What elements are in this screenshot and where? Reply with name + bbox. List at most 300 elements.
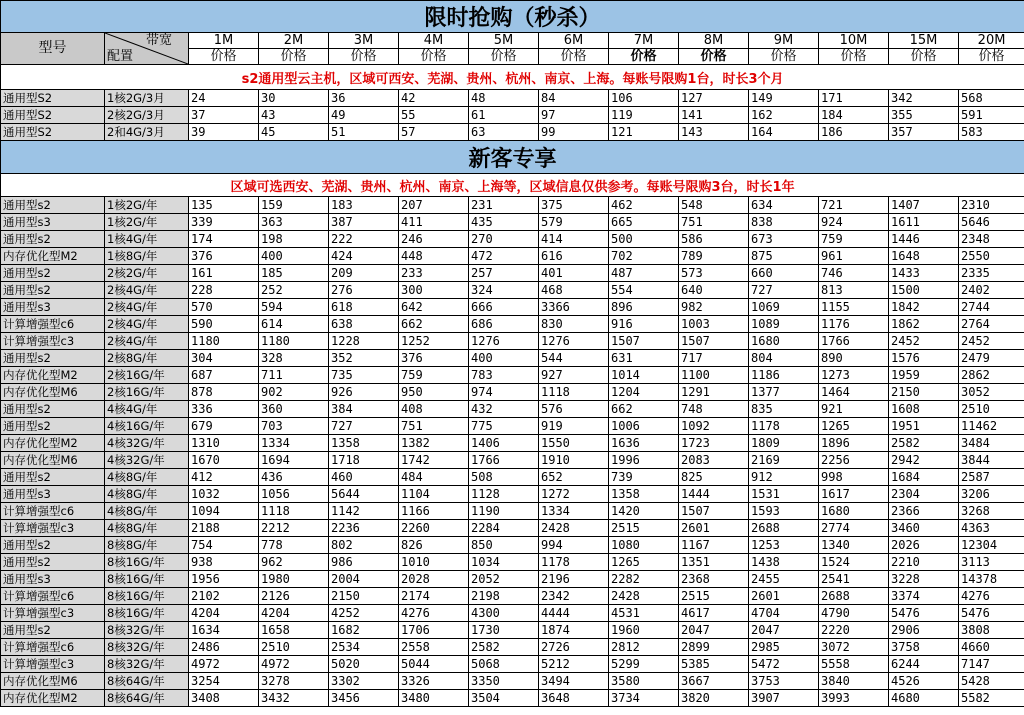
new-customer-notice: 区域可选西安、芜湖、贵州、杭州、南京、上海等，区域信息仅供参考。每账号限购3台，时长1年 — [1, 174, 1024, 197]
price-cell: 186 — [819, 124, 889, 141]
bandwidth-header: 10M — [819, 33, 889, 49]
price-cell: 727 — [749, 282, 819, 299]
price-cell: 159 — [259, 197, 329, 214]
price-cell: 4444 — [539, 605, 609, 622]
price-cell: 1956 — [189, 571, 259, 588]
model-cell: 通用型s2 — [1, 418, 105, 435]
model-cell: 通用型s2 — [1, 401, 105, 418]
price-cell: 149 — [749, 90, 819, 107]
price-cell: 1291 — [679, 384, 749, 401]
price-cell: 1407 — [889, 197, 959, 214]
price-cell: 2083 — [679, 452, 749, 469]
price-cell: 3648 — [539, 690, 609, 707]
table-row — [1, 316, 1024, 333]
price-cell: 1507 — [679, 503, 749, 520]
price-cell: 5644 — [329, 486, 399, 503]
price-cell: 1960 — [609, 622, 679, 639]
price-cell: 717 — [679, 350, 749, 367]
price-cell: 759 — [399, 367, 469, 384]
model-cell: 通用型s2 — [1, 265, 105, 282]
config-cell: 8核16G/年 — [105, 571, 189, 588]
price-cell: 39 — [189, 124, 259, 141]
price-cell: 652 — [539, 469, 609, 486]
price-cell: 164 — [749, 124, 819, 141]
price-cell: 711 — [259, 367, 329, 384]
table-row — [1, 588, 1024, 605]
price-cell: 554 — [609, 282, 679, 299]
price-cell: 209 — [329, 265, 399, 282]
price-cell: 1377 — [749, 384, 819, 401]
config-cell: 1核2G/3月 — [105, 90, 189, 107]
price-cell: 30 — [259, 90, 329, 107]
price-cell: 1500 — [889, 282, 959, 299]
price-cell: 1766 — [469, 452, 539, 469]
price-cell: 3302 — [329, 673, 399, 690]
price-cell: 1186 — [749, 367, 819, 384]
table-row — [1, 350, 1024, 367]
price-cell: 1694 — [259, 452, 329, 469]
table-row — [1, 282, 1024, 299]
model-cell: 通用型s2 — [1, 231, 105, 248]
price-cell: 830 — [539, 316, 609, 333]
price-cell: 2174 — [399, 588, 469, 605]
table-row — [1, 605, 1024, 622]
price-cell: 5476 — [889, 605, 959, 622]
model-cell: 通用型s3 — [1, 214, 105, 231]
price-cell: 4363 — [959, 520, 1024, 537]
price-cell: 252 — [259, 282, 329, 299]
price-cell: 3504 — [469, 690, 539, 707]
price-cell: 184 — [819, 107, 889, 124]
price-cell: 3494 — [539, 673, 609, 690]
config-cell: 2核2G/3月 — [105, 107, 189, 124]
price-cell: 207 — [399, 197, 469, 214]
price-cell: 2985 — [749, 639, 819, 656]
table-row — [1, 571, 1024, 588]
price-cell: 5044 — [399, 656, 469, 673]
table-row — [1, 486, 1024, 503]
table-row — [1, 435, 1024, 452]
price-cell: 3408 — [189, 690, 259, 707]
price-cell: 1340 — [819, 537, 889, 554]
price-cell: 2582 — [889, 435, 959, 452]
price-cell: 616 — [539, 248, 609, 265]
price-cell: 300 — [399, 282, 469, 299]
price-cell: 1531 — [749, 486, 819, 503]
price-cell: 927 — [539, 367, 609, 384]
price-cell: 375 — [539, 197, 609, 214]
price-header: 价格 — [679, 49, 749, 65]
model-cell: 内存优化型M2 — [1, 248, 105, 265]
model-cell: 计算增强型c3 — [1, 605, 105, 622]
price-cell: 1252 — [399, 333, 469, 350]
price-cell: 739 — [609, 469, 679, 486]
config-cell: 4核32G/年 — [105, 435, 189, 452]
model-cell: 通用型s2 — [1, 554, 105, 571]
price-cell: 3907 — [749, 690, 819, 707]
bandwidth-header: 2M — [259, 33, 329, 49]
price-cell: 1706 — [399, 622, 469, 639]
price-cell: 1118 — [259, 503, 329, 520]
price-cell: 687 — [189, 367, 259, 384]
price-cell: 1951 — [889, 418, 959, 435]
price-cell: 2198 — [469, 588, 539, 605]
price-cell: 1089 — [749, 316, 819, 333]
price-cell: 1273 — [819, 367, 889, 384]
flash-sale-notice: s2通用型云主机，区域可西安、芜湖、贵州、杭州、南京、上海。每账号限购1台，时长3个月 — [1, 65, 1024, 90]
price-cell: 3432 — [259, 690, 329, 707]
bandwidth-header: 4M — [399, 33, 469, 49]
price-header: 价格 — [469, 49, 539, 65]
price-cell: 631 — [609, 350, 679, 367]
price-cell: 1166 — [399, 503, 469, 520]
price-cell: 1155 — [819, 299, 889, 316]
config-header-label: 配置 — [107, 49, 134, 64]
price-cell: 3456 — [329, 690, 399, 707]
price-cell: 5476 — [959, 605, 1024, 622]
price-cell: 4660 — [959, 639, 1024, 656]
model-cell: 通用型s2 — [1, 537, 105, 554]
price-cell: 2366 — [889, 503, 959, 520]
price-cell: 1507 — [609, 333, 679, 350]
price-cell: 1190 — [469, 503, 539, 520]
price-cell: 594 — [259, 299, 329, 316]
model-cell: 内存优化型M2 — [1, 367, 105, 384]
price-cell: 5299 — [609, 656, 679, 673]
config-cell: 8核16G/年 — [105, 554, 189, 571]
price-cell: 5385 — [679, 656, 749, 673]
price-cell: 544 — [539, 350, 609, 367]
price-cell: 1167 — [679, 537, 749, 554]
price-cell: 2862 — [959, 367, 1024, 384]
price-cell: 3206 — [959, 486, 1024, 503]
price-cell: 460 — [329, 469, 399, 486]
price-cell: 106 — [609, 90, 679, 107]
price-cell: 2304 — [889, 486, 959, 503]
price-cell: 660 — [749, 265, 819, 282]
price-cell: 1228 — [329, 333, 399, 350]
price-cell: 2906 — [889, 622, 959, 639]
price-cell: 161 — [189, 265, 259, 282]
table-row — [1, 384, 1024, 401]
price-cell: 548 — [679, 197, 749, 214]
price-cell: 2899 — [679, 639, 749, 656]
config-cell: 8核16G/年 — [105, 605, 189, 622]
price-cell: 5472 — [749, 656, 819, 673]
price-cell: 324 — [469, 282, 539, 299]
price-cell: 1334 — [539, 503, 609, 520]
price-cell: 1080 — [609, 537, 679, 554]
price-cell: 1730 — [469, 622, 539, 639]
price-cell: 673 — [749, 231, 819, 248]
price-cell: 2220 — [819, 622, 889, 639]
price-cell: 986 — [329, 554, 399, 571]
price-cell: 43 — [259, 107, 329, 124]
price-cell: 360 — [259, 401, 329, 418]
price-cell: 2601 — [749, 588, 819, 605]
price-cell: 1611 — [889, 214, 959, 231]
price-cell: 1576 — [889, 350, 959, 367]
table-row — [1, 656, 1024, 673]
price-cell: 3278 — [259, 673, 329, 690]
price-cell: 432 — [469, 401, 539, 418]
price-cell: 12304 — [959, 537, 1024, 554]
price-cell: 484 — [399, 469, 469, 486]
price-cell: 754 — [189, 537, 259, 554]
config-cell: 4核8G/年 — [105, 486, 189, 503]
price-cell: 1176 — [819, 316, 889, 333]
price-cell: 162 — [749, 107, 819, 124]
price-header: 价格 — [399, 49, 469, 65]
price-cell: 2126 — [259, 588, 329, 605]
price-cell: 1874 — [539, 622, 609, 639]
config-cell: 1核2G/年 — [105, 197, 189, 214]
table-row — [1, 197, 1024, 214]
price-cell: 508 — [469, 469, 539, 486]
price-cell: 339 — [189, 214, 259, 231]
config-cell: 2核16G/年 — [105, 384, 189, 401]
price-cell: 3460 — [889, 520, 959, 537]
bandwidth-header: 20M — [959, 33, 1024, 49]
table-row — [1, 401, 1024, 418]
price-cell: 727 — [329, 418, 399, 435]
price-cell: 5646 — [959, 214, 1024, 231]
price-cell: 2256 — [819, 452, 889, 469]
price-cell: 61 — [469, 107, 539, 124]
price-cell: 1265 — [609, 554, 679, 571]
bandwidth-header: 7M — [609, 33, 679, 49]
price-cell: 276 — [329, 282, 399, 299]
price-cell: 961 — [819, 248, 889, 265]
price-cell: 121 — [609, 124, 679, 141]
price-cell: 3350 — [469, 673, 539, 690]
price-header: 价格 — [609, 49, 679, 65]
price-cell: 2236 — [329, 520, 399, 537]
price-cell: 2310 — [959, 197, 1024, 214]
price-cell: 1608 — [889, 401, 959, 418]
price-cell: 1444 — [679, 486, 749, 503]
price-cell: 751 — [399, 418, 469, 435]
price-cell: 994 — [539, 537, 609, 554]
price-cell: 838 — [749, 214, 819, 231]
model-cell: 通用型s2 — [1, 350, 105, 367]
price-cell: 1910 — [539, 452, 609, 469]
price-cell: 2455 — [749, 571, 819, 588]
price-cell: 3484 — [959, 435, 1024, 452]
price-cell: 408 — [399, 401, 469, 418]
price-cell: 1204 — [609, 384, 679, 401]
config-bandwidth-header — [105, 33, 189, 65]
price-cell: 2942 — [889, 452, 959, 469]
price-cell: 2428 — [609, 588, 679, 605]
table-row — [1, 265, 1024, 282]
model-cell: 通用型S2 — [1, 124, 105, 141]
price-cell: 902 — [259, 384, 329, 401]
price-cell: 974 — [469, 384, 539, 401]
price-cell: 11462 — [959, 418, 1024, 435]
price-cell: 813 — [819, 282, 889, 299]
price-cell: 143 — [679, 124, 749, 141]
price-cell: 583 — [959, 124, 1024, 141]
price-cell: 662 — [609, 401, 679, 418]
model-cell: 计算增强型c3 — [1, 333, 105, 350]
price-cell: 1276 — [539, 333, 609, 350]
config-cell: 2核4G/年 — [105, 282, 189, 299]
price-cell: 412 — [189, 469, 259, 486]
price-cell: 1809 — [749, 435, 819, 452]
price-cell: 1680 — [749, 333, 819, 350]
bandwidth-header-label: 带宽 — [145, 33, 172, 48]
price-cell: 912 — [749, 469, 819, 486]
price-cell: 703 — [259, 418, 329, 435]
price-cell: 1334 — [259, 435, 329, 452]
price-cell: 2047 — [749, 622, 819, 639]
price-cell: 4300 — [469, 605, 539, 622]
config-cell: 8核64G/年 — [105, 673, 189, 690]
price-cell: 355 — [889, 107, 959, 124]
price-cell: 119 — [609, 107, 679, 124]
price-cell: 802 — [329, 537, 399, 554]
config-cell: 2核2G/年 — [105, 265, 189, 282]
price-cell: 336 — [189, 401, 259, 418]
model-cell: 计算增强型c6 — [1, 639, 105, 656]
price-cell: 3580 — [609, 673, 679, 690]
price-cell: 634 — [749, 197, 819, 214]
price-cell: 357 — [889, 124, 959, 141]
table-row — [1, 248, 1024, 265]
price-header: 价格 — [189, 49, 259, 65]
price-cell: 1766 — [819, 333, 889, 350]
price-cell: 1010 — [399, 554, 469, 571]
price-cell: 2515 — [679, 588, 749, 605]
price-cell: 1524 — [819, 554, 889, 571]
price-cell: 51 — [329, 124, 399, 141]
model-cell: 内存优化型M6 — [1, 673, 105, 690]
price-cell: 448 — [399, 248, 469, 265]
price-cell: 640 — [679, 282, 749, 299]
price-cell: 1684 — [889, 469, 959, 486]
price-cell: 4972 — [259, 656, 329, 673]
price-cell: 2688 — [749, 520, 819, 537]
price-cell: 2402 — [959, 282, 1024, 299]
model-cell: 通用型s2 — [1, 282, 105, 299]
price-cell: 3254 — [189, 673, 259, 690]
model-cell: 计算增强型c6 — [1, 503, 105, 520]
bandwidth-header: 5M — [469, 33, 539, 49]
price-cell: 789 — [679, 248, 749, 265]
config-cell: 4核4G/年 — [105, 401, 189, 418]
price-cell: 1446 — [889, 231, 959, 248]
price-cell: 1648 — [889, 248, 959, 265]
price-cell: 1382 — [399, 435, 469, 452]
price-cell: 185 — [259, 265, 329, 282]
table-row — [1, 503, 1024, 520]
price-cell: 638 — [329, 316, 399, 333]
price-cell: 462 — [609, 197, 679, 214]
price-cell: 748 — [679, 401, 749, 418]
price-cell: 5020 — [329, 656, 399, 673]
price-cell: 400 — [259, 248, 329, 265]
price-header: 价格 — [819, 49, 889, 65]
flash-sale-title: 限时抢购（秒杀） — [1, 1, 1024, 33]
price-cell: 746 — [819, 265, 889, 282]
price-cell: 472 — [469, 248, 539, 265]
price-cell: 4276 — [959, 588, 1024, 605]
price-cell: 2587 — [959, 469, 1024, 486]
price-cell: 4526 — [889, 673, 959, 690]
price-cell: 2188 — [189, 520, 259, 537]
price-cell: 1253 — [749, 537, 819, 554]
table-row — [1, 690, 1024, 707]
price-header: 价格 — [889, 49, 959, 65]
price-cell: 49 — [329, 107, 399, 124]
price-cell: 926 — [329, 384, 399, 401]
price-cell: 586 — [679, 231, 749, 248]
price-cell: 1896 — [819, 435, 889, 452]
price-cell: 1718 — [329, 452, 399, 469]
table-row — [1, 214, 1024, 231]
table-row — [1, 622, 1024, 639]
price-cell: 2534 — [329, 639, 399, 656]
price-cell: 998 — [819, 469, 889, 486]
config-cell: 8核32G/年 — [105, 622, 189, 639]
price-cell: 6244 — [889, 656, 959, 673]
model-cell: 计算增强型c6 — [1, 316, 105, 333]
price-cell: 414 — [539, 231, 609, 248]
price-cell: 198 — [259, 231, 329, 248]
price-cell: 2026 — [889, 537, 959, 554]
price-cell: 1842 — [889, 299, 959, 316]
price-cell: 55 — [399, 107, 469, 124]
price-cell: 401 — [539, 265, 609, 282]
price-cell: 1507 — [679, 333, 749, 350]
price-cell: 2196 — [539, 571, 609, 588]
price-cell: 835 — [749, 401, 819, 418]
price-cell: 919 — [539, 418, 609, 435]
new-customer-rows — [1, 197, 1024, 707]
price-cell: 2541 — [819, 571, 889, 588]
price-cell: 1069 — [749, 299, 819, 316]
price-cell: 3734 — [609, 690, 679, 707]
price-cell: 3753 — [749, 673, 819, 690]
table-row — [1, 367, 1024, 384]
price-cell: 982 — [679, 299, 749, 316]
price-cell: 1358 — [329, 435, 399, 452]
price-cell: 48 — [469, 90, 539, 107]
price-cell: 825 — [679, 469, 749, 486]
price-cell: 4204 — [189, 605, 259, 622]
price-cell: 2028 — [399, 571, 469, 588]
price-cell: 2726 — [539, 639, 609, 656]
price-cell: 1634 — [189, 622, 259, 639]
price-cell: 3072 — [819, 639, 889, 656]
price-cell: 3268 — [959, 503, 1024, 520]
price-cell: 1272 — [539, 486, 609, 503]
config-cell: 8核16G/年 — [105, 588, 189, 605]
price-cell: 97 — [539, 107, 609, 124]
price-cell: 352 — [329, 350, 399, 367]
price-cell: 2260 — [399, 520, 469, 537]
model-cell: 通用型s2 — [1, 197, 105, 214]
price-cell: 141 — [679, 107, 749, 124]
price-cell: 468 — [539, 282, 609, 299]
table-row — [1, 469, 1024, 486]
price-cell: 1142 — [329, 503, 399, 520]
model-header: 型号 — [1, 33, 105, 65]
price-cell: 1003 — [679, 316, 749, 333]
price-cell: 924 — [819, 214, 889, 231]
price-cell: 127 — [679, 90, 749, 107]
